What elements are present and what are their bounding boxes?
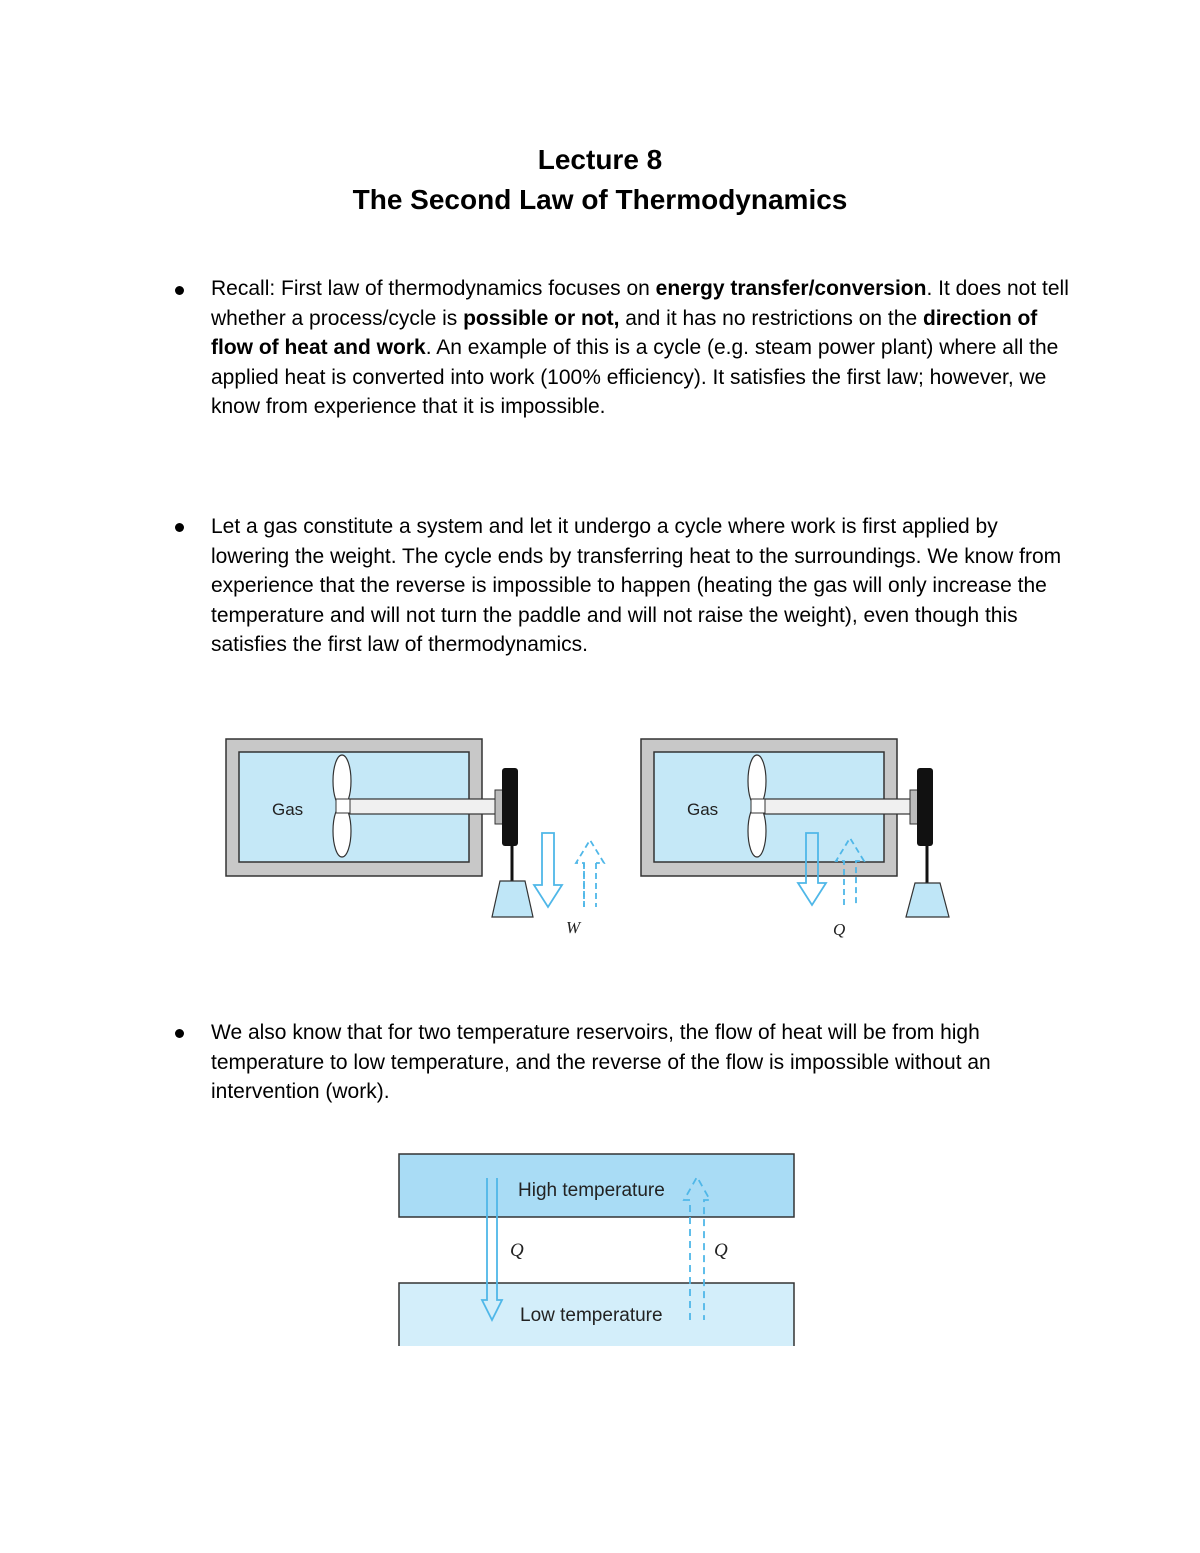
reservoirs-figure — [396, 1150, 798, 1346]
pulley — [502, 768, 518, 846]
work-arrow-down — [534, 833, 562, 907]
body-text: Let a gas constitute a system and let it undergo a cycle where work is first applied by lowering the weight. The cycle ends by transferring heat to the surroundings. We know from experience that the reverse is impossible to happen (heating the gas will only increase the temperature and will not turn the paddle and will not raise the weight), even though this satisfies the first law of thermodynamics. — [211, 515, 1062, 656]
emphasis-text: direction of flow of heat and work — [211, 306, 1038, 359]
emphasis-text: energy transfer/conversion — [655, 277, 927, 300]
heat-label-left: Q — [510, 1240, 524, 1261]
paddle-hub — [751, 799, 765, 813]
body-text: . It does not tell whether a process/cycle is — [211, 277, 1069, 330]
bullet-dot — [175, 1029, 184, 1038]
heat-label-right: Q — [714, 1240, 728, 1261]
bearing — [910, 790, 918, 824]
lecture-number: Lecture 8 — [537, 144, 663, 175]
emphasis-text: possible or not, — [463, 306, 620, 330]
bullet-dot — [175, 523, 184, 532]
body-text: Recall: First law of thermodynamics focuses on — [211, 277, 656, 300]
gas-label: Gas — [272, 800, 304, 819]
bullet-paragraph-1 — [211, 274, 1071, 422]
page-title: The Second Law of Thermodynamics — [352, 184, 848, 215]
bearing — [495, 790, 503, 824]
bullet-paragraph-2 — [211, 512, 1071, 660]
paddle-hub — [336, 799, 350, 813]
body-text: and it has no restrictions on the — [619, 306, 923, 330]
gas-label: Gas — [687, 800, 719, 819]
high-temperature-label: High temperature — [518, 1180, 665, 1201]
weight — [492, 881, 533, 917]
pulley — [917, 768, 933, 846]
shaft — [342, 799, 497, 814]
heat-label: Q — [833, 920, 846, 939]
low-temperature-label: Low temperature — [520, 1305, 663, 1326]
work-label: W — [566, 918, 581, 937]
bullet-paragraph-3 — [211, 1018, 1071, 1107]
weight — [906, 883, 949, 917]
body-text: . An example of this is a cycle (e.g. steam power plant) where all the applied heat is converted into work (100% efficiency). It satisfies the first law; however, we know from experience that it is impossible. — [211, 336, 1059, 418]
right-apparatus — [641, 739, 949, 939]
paddle-wheel-figure — [220, 733, 970, 948]
work-arrow-up-dashed — [576, 840, 604, 907]
left-apparatus — [226, 739, 604, 937]
shaft — [758, 799, 912, 814]
bullet-dot — [175, 286, 184, 295]
body-text: We also know that for two temperature reservoirs, the flow of heat will be from high temperature to low temperature, and the reverse of the flow is impossible without an intervention (work). — [211, 1021, 991, 1103]
